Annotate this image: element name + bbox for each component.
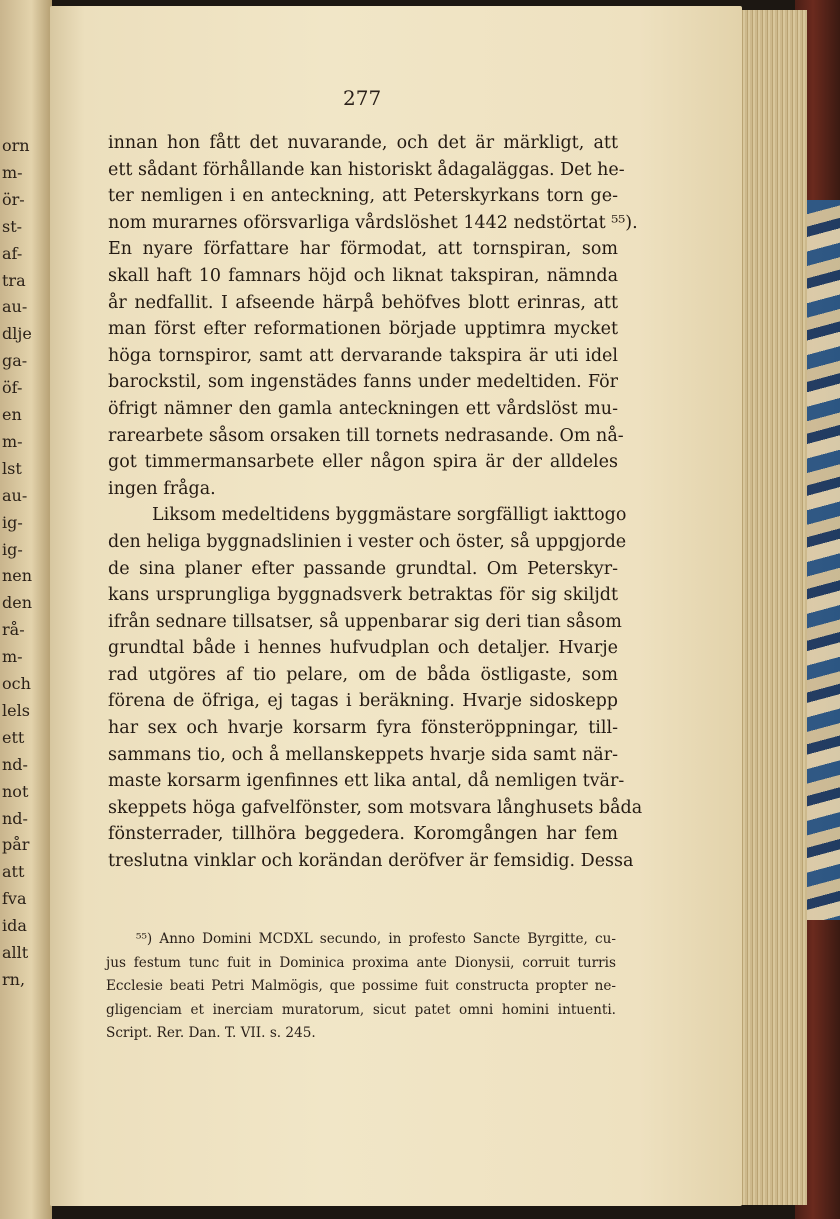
text-line: man först efter reformationen började upptimra mycket: [108, 319, 618, 340]
left-page-fragment: den: [2, 593, 33, 613]
left-page-fragment: och: [2, 674, 31, 693]
body-text: [108, 130, 643, 875]
left-page-fragment: tra: [2, 270, 26, 290]
left-page-fragment: pår: [2, 835, 30, 855]
footnote-line: ⁵⁵) Anno Domini MCDXL secundo, in profesto Sancte Byrgitte, cu-: [136, 931, 616, 947]
left-page-fragment: au-: [2, 297, 28, 317]
text-line: got timmermansarbete eller någon spira är der alldeles: [108, 452, 618, 473]
text-line: grundtal både i hennes hufvudplan och detaljer. Hvarje: [108, 638, 618, 659]
left-page-fragment: nd-: [2, 754, 28, 774]
left-page-fragment: orn: [2, 136, 30, 155]
text-line: innan hon fått det nuvarande, och det är märkligt, att: [108, 133, 618, 153]
text-line: sammans tio, och å mellanskeppets hvarje sida samt när-: [108, 744, 618, 765]
left-page-fragment: ett: [2, 727, 25, 747]
footnote-line: gligenciam et inerciam muratorum, sicut patet omni homini intuenti.: [106, 1001, 616, 1018]
text-line: treslutna vinklar och korändan deröfver är femsidig. Dessa: [108, 851, 634, 872]
left-page-fragment: allt: [2, 943, 29, 962]
left-page-fragment: lst: [2, 458, 22, 478]
left-page-fragment: att: [2, 862, 25, 882]
text-line: ingen fråga.: [108, 478, 216, 499]
footnote-line: jus festum tunc fuit in Dominica proxima ante Dionysii, corruit turris: [106, 954, 616, 971]
text-line: år nedfallit. I afseende härpå behöfves blott erinras, att: [108, 292, 618, 313]
text-line: En nyare författare har förmodat, att tornspiran, som: [108, 239, 618, 260]
text-line: förena de öfriga, ej tagas i beräkning. Hvarje sidoskepp: [108, 691, 618, 712]
left-page-fragment: au-: [2, 485, 28, 505]
left-page-fragment: ig-: [2, 539, 23, 559]
left-page-fragment: ida: [2, 916, 27, 936]
left-page: [0, 0, 52, 1219]
text-line: skeppets höga gafvelfönster, som motsvara långhusets båda: [108, 797, 643, 818]
text-line: maste korsarm igenfinnes ett lika antal, då nemligen tvär-: [108, 771, 625, 792]
left-page-fragment: m-: [2, 647, 23, 667]
left-page-fragment: ga-: [2, 351, 28, 371]
left-page-fragment: rn,: [2, 969, 26, 989]
left-page-fragment: öf-: [2, 378, 23, 398]
left-page-fragment: ör-: [2, 189, 25, 209]
text-line: höga tornspiror, samt att dervarande takspira är uti idel: [108, 345, 618, 366]
text-line: rad utgöres af tio pelare, om de båda östligaste, som: [108, 664, 618, 685]
text-line: barockstil, som ingenstädes fanns under medeltiden. För: [108, 372, 618, 393]
left-page-fragment: st-: [2, 216, 23, 236]
text-line: nom murarnes oförsvarliga vårdslöshet 1442 nedstörtat ⁵⁵).: [108, 212, 638, 233]
left-page-fragment: not: [2, 781, 29, 801]
left-page-fragment: lels: [2, 700, 30, 720]
text-line: rarearbete såsom orsaken till tornets nedrasande. Om nå-: [108, 425, 624, 446]
text-line: ifrån sednare tillsatser, så uppenbarar sig deri tian såsom: [108, 611, 622, 632]
text-line: skall haft 10 famnars höjd och liknat takspiran, nämnda: [108, 265, 618, 286]
page-edges: [735, 10, 807, 1205]
text-line: de sina planer efter passande grundtal. Om Peterskyr-: [108, 558, 618, 579]
left-page-fragment: m-: [2, 162, 23, 182]
text-line: den heliga byggnadslinien i vester och öster, så uppgjorde: [108, 531, 627, 552]
left-page-fragment: nd-: [2, 808, 28, 828]
footnote-line: Script. Rer. Dan. T. VII. s. 245.: [106, 1025, 316, 1041]
left-page-fragment: nen: [2, 566, 33, 586]
left-page-fragment: af-: [2, 243, 23, 263]
left-page-fragment: dlje: [2, 324, 32, 344]
left-page-fragment: en: [2, 405, 22, 424]
footnote: [106, 928, 616, 1046]
footnote-line: Ecclesie beati Petri Malmögis, que possime fuit constructa propter ne-: [106, 978, 616, 994]
text-line: öfrigt nämner den gamla anteckningen ett vårdslöst mu-: [108, 398, 618, 419]
left-page-fragment: rå-: [2, 620, 25, 640]
marbled-endpaper: [806, 200, 840, 920]
text-line: ett sådant förhållande kan historiskt ådagaläggas. Det he-: [108, 159, 625, 180]
text-line: ter nemligen i en anteckning, att Peterskyrkans torn ge-: [108, 186, 618, 207]
text-line: Liksom medeltidens byggmästare sorgfälligt iakttogo: [152, 505, 627, 526]
left-page-fragment: m-: [2, 431, 23, 451]
left-page-fragment: fva: [2, 889, 27, 909]
text-line: kans ursprungliga byggnadsverk betraktas för sig skiljdt: [108, 585, 618, 606]
left-page-fragment: ig-: [2, 512, 23, 532]
text-line: fönsterrader, tillhöra beggedera. Koromgången har fem: [108, 824, 618, 845]
page-number: 277: [343, 86, 382, 110]
text-line: har sex och hvarje korsarm fyra fönsteröppningar, till-: [108, 718, 618, 739]
